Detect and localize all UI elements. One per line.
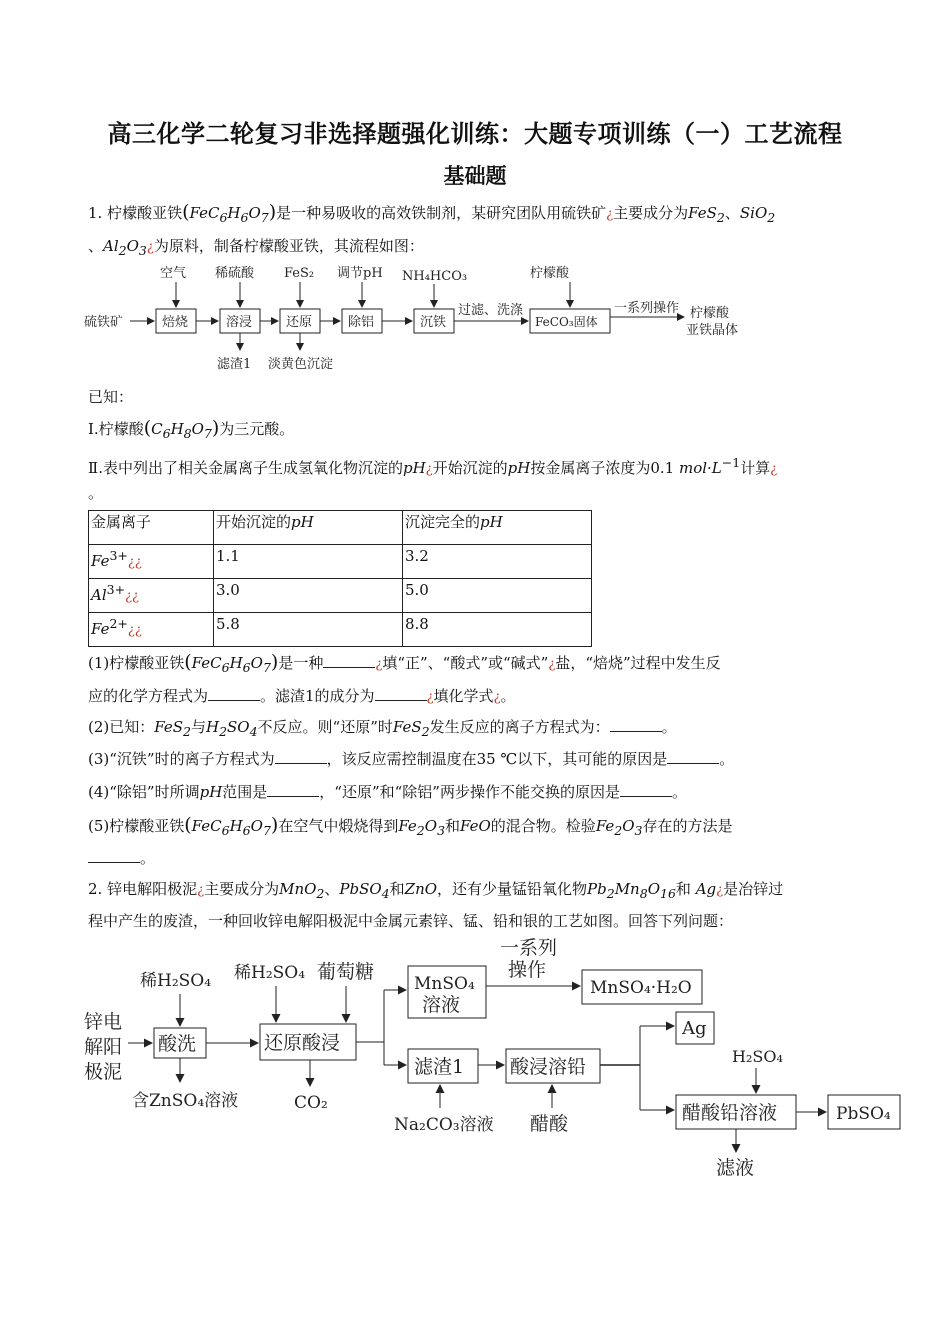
flow1-input-ph: 调节pH: [337, 266, 383, 281]
metal-ion-ph-table: [88, 510, 592, 647]
flow2-input-h2so4-b: 稀H₂SO₄: [234, 963, 306, 983]
table-cell-start: 5.8: [214, 613, 403, 647]
q1-sub2: (2)已知：FeS$_2$与$H_2SO_4$不反应。则“还原”时FeS$_2$发生反应的离子方程式为： 。: [88, 718, 677, 739]
flow2-output-znso4: 含ZnSO₄溶液: [132, 1091, 239, 1111]
flow2-series-2: 操作: [508, 959, 547, 981]
answer-blank[interactable]: [208, 686, 260, 701]
answer-blank[interactable]: [88, 848, 140, 863]
flow2-output-co2: CO₂: [294, 1093, 328, 1113]
flow1-arrow-ops: 一系列操作: [614, 301, 680, 316]
table-cell-end: 3.2: [403, 545, 592, 579]
table-cell-start: 3.0: [214, 579, 403, 613]
flow1-step-roast: 焙烧: [162, 315, 189, 330]
section-subtitle: 基础题: [443, 164, 507, 188]
flow2-ag: Ag: [682, 1018, 707, 1039]
known-1: Ⅰ.柠檬酸$(C_6H_8O_7)$为三元酸。: [88, 417, 295, 441]
answer-blank[interactable]: [267, 782, 319, 797]
flow1-step-remove-al: 除铝: [348, 315, 375, 330]
flow2-acid-leach-pb: 酸浸溶铅: [510, 1056, 587, 1078]
flow1-start: 硫铁矿: [84, 315, 124, 330]
q1-sub4: (4)“除铝”时所调pH范围是 ，“还原”和“除铝”两步操作不能交换的原因是 。: [88, 783, 687, 801]
q1-intro-line2: 、$Al_2O_3¿$为原料，制备柠檬酸亚铁，其流程如图：: [88, 237, 424, 258]
table-cell-end: 8.8: [403, 613, 592, 647]
table-cell-ion: $Fe^{3+}¿¿$: [89, 545, 214, 579]
q1-sub1-line2: 应的化学方程式为 。滤渣1的成分为 ¿填化学式¿。: [88, 687, 516, 705]
q1-sub5-line1: (5)柠檬酸亚铁$(FeC_6H_6O_7)$在空气中煅烧得到$Fe_2O_3$和FeO的混合物。检验$Fe_2O_3$存在的方法是: [88, 814, 733, 838]
flow2-start-3: 极泥: [84, 1061, 123, 1083]
flow2-output-filtrate: 滤液: [716, 1157, 755, 1179]
flow1-step-leach: 溶浸: [226, 315, 253, 330]
flow2-mnso4-2: 溶液: [422, 994, 461, 1016]
page-title: 高三化学二轮复习非选择题强化训练：大题专项训练（一）工艺流程: [107, 120, 843, 148]
q2-intro-line2: 程中产生的废渣，一种回收锌电解阳极泥中金属元素锌、锰、铅和银的工艺如图。回答下列问题：: [88, 912, 734, 930]
answer-blank[interactable]: [323, 653, 375, 668]
flow1-arrow-filter: 过滤、洗涤: [458, 303, 524, 318]
table-header-row: [89, 511, 592, 545]
table-cell-end: 5.0: [403, 579, 592, 613]
answer-blank[interactable]: [275, 749, 327, 764]
table-header-ion: 金属离子: [89, 511, 214, 545]
flow1-input-h2so4: 稀硫酸: [215, 266, 255, 281]
flow2-start-1: 锌电: [84, 1011, 123, 1033]
flow2-start-2: 解阳: [84, 1036, 123, 1058]
flow2-lead-acetate: 醋酸铅溶液: [682, 1102, 778, 1124]
known-label: 已知：: [88, 388, 134, 406]
flow2-input-acetic: 醋酸: [530, 1113, 569, 1135]
flow1-input-fes2: FeS₂: [284, 266, 315, 281]
flow2-input-h2so4-c: H₂SO₄: [732, 1047, 783, 1066]
flow2-residue: 滤渣1: [414, 1056, 465, 1078]
process-flowchart-1: [84, 262, 764, 377]
table-header-end: 沉淀完全的pH: [403, 511, 592, 545]
flow2-acid-wash: 酸洗: [158, 1033, 197, 1055]
process-flowchart-2: [84, 932, 904, 1182]
flow1-step-reduce: 还原: [286, 315, 313, 330]
flow2-input-h2so4-a: 稀H₂SO₄: [140, 971, 212, 991]
flow1-input-nh4hco3: NH₄HCO₃: [402, 269, 468, 284]
table-header-start: 开始沉淀的pH: [214, 511, 403, 545]
flow2-series-1: 一系列: [500, 937, 558, 959]
q1-intro-line1: 1. 柠檬酸亚铁$(FeC_6H_6O_7)$是一种易吸收的高效铁制剂，某研究团队用硫铁矿¿主要成分为FeS$_2$、SiO$_2$: [88, 201, 776, 225]
table-cell-ion: $Fe^{2+}¿¿$: [89, 613, 214, 647]
q1-sub5-line2: 。: [88, 847, 868, 869]
table-row: [89, 545, 592, 579]
answer-blank[interactable]: [620, 782, 672, 797]
flow2-mn-hydrate: MnSO₄·H₂O: [590, 978, 692, 998]
table-row: [89, 579, 592, 613]
q2-intro-line1: 2. 锌电解阳极泥¿主要成分为MnO$_2$、PbSO$_4$和ZnO，还有少量锰铅氧化物$Pb_2Mn_8O_{16}$和 Ag¿是冶锌过: [88, 880, 784, 901]
flow1-step-feco3: FeCO₃固体: [535, 315, 598, 329]
known-2-line2: 。: [88, 484, 104, 502]
q1-sub1-line1: (1)柠檬酸亚铁$(FeC_6H_6O_7)$是一种 ¿填“正”、“酸式”或“碱式”¿盐，“焙烧”过程中发生反: [88, 651, 721, 675]
flow1-output-sulfur: 淡黄色沉淀: [268, 357, 334, 372]
flow1-product-2: 亚铁晶体: [686, 323, 739, 338]
flow2-pbso4: PbSO₄: [836, 1104, 891, 1124]
flow1-output-residue: 滤渣1: [217, 357, 252, 372]
table-row: [89, 613, 592, 647]
flow2-input-na2co3: Na₂CO₃溶液: [394, 1115, 494, 1135]
answer-blank[interactable]: [610, 717, 662, 732]
answer-blank[interactable]: [667, 749, 719, 764]
table-cell-start: 1.1: [214, 545, 403, 579]
answer-blank[interactable]: [375, 686, 427, 701]
flow1-product-1: 柠檬酸: [690, 306, 730, 321]
table-cell-ion: $Al^{3+}¿¿$: [89, 579, 214, 613]
flow2-mnso4-1: MnSO₄: [414, 974, 475, 994]
q1-sub3: (3)“沉铁”时的离子方程式为 ，该反应需控制温度在35 ℃以下，其可能的原因是 。: [88, 750, 735, 768]
known-2-line1: Ⅱ.表中列出了相关金属离子生成氢氧化物沉淀的pH¿开始沉淀的pH按金属离子浓度为0.1 $mol\cdot L^{-1}$计算¿: [88, 455, 778, 477]
flow2-reduce-leach: 还原酸浸: [264, 1032, 341, 1054]
flow1-step-precip-fe: 沉铁: [420, 315, 447, 330]
flow1-input-citric: 柠檬酸: [530, 266, 570, 281]
flow2-input-glucose: 葡萄糖: [317, 961, 375, 983]
flow1-input-air: 空气: [160, 266, 187, 281]
